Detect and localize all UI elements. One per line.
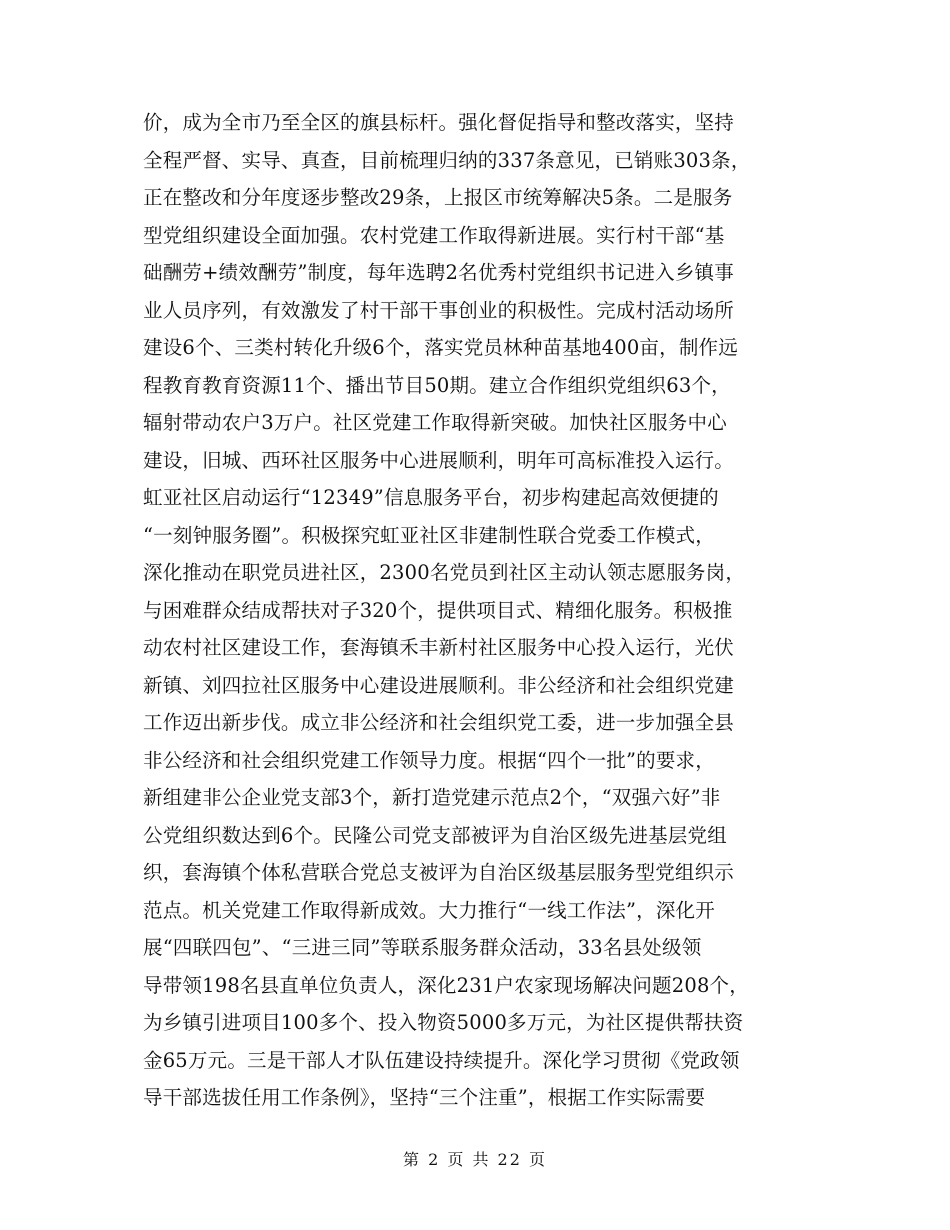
text-line: 建设，旧城、西环社区服务中心进展顺利，明年可高标准投入运行。 bbox=[143, 448, 735, 472]
body-text bbox=[143, 104, 823, 1117]
text-line: 织，套海镇个体私营联合党总支被评为自治区级基层服务型党组织示 bbox=[143, 861, 735, 884]
text-line: 新组建非公企业党支部3个，新打造党建示范点2个，“双强六好”非 bbox=[143, 786, 721, 809]
text-line: 型党组织建设全面加强。农村党建工作取得新进展。实行村干部“基 bbox=[143, 223, 725, 247]
text-line: 正在整改和分年度逐步整改29条，上报区市统筹解决5条。二是服务 bbox=[143, 186, 733, 209]
text-line: 导带领198名县直单位负责人，深化231户农家现场解决问题208个， bbox=[143, 973, 749, 997]
text-line: 金65万元。三是干部人才队伍建设持续提升。深化学习贯彻《党政领 bbox=[143, 1048, 740, 1072]
text-line: 公党组织数达到6个。民隆公司党支部被评为自治区级先进基层党组 bbox=[143, 823, 727, 847]
text-line: 业人员序列，有效激发了村干部干事创业的积极性。完成村活动场所 bbox=[143, 298, 735, 322]
page-number-footer: 第 2 页 共 22 页 bbox=[403, 1150, 547, 1169]
text-line: 非公经济和社会组织党建工作领导力度。根据“四个一批”的要求， bbox=[143, 748, 715, 772]
text-line: 为乡镇引进项目100多个、投入物资5000多万元，为社区提供帮扶资 bbox=[143, 1011, 744, 1034]
text-line: 程教育教育资源11个、播出节目50期。建立合作组织党组织63个， bbox=[143, 373, 731, 397]
text-line: 虹亚社区启动运行“12349”信息服务平台，初步构建起高效便捷的 bbox=[143, 486, 719, 509]
text-line: 范点。机关党建工作取得新成效。大力推行“一线工作法”，深化开 bbox=[143, 898, 715, 922]
text-line: 辐射带动农户3万户。社区党建工作取得新突破。加快社区服务中心 bbox=[143, 411, 727, 434]
text-line: 导干部选拔任用工作条例》，坚持“三个注重”，根据工作实际需要 bbox=[143, 1086, 706, 1109]
text-line: 与困难群众结成帮扶对子320个，提供项目式、精细化服务。积极推 bbox=[143, 598, 733, 622]
text-line: 全程严督、实导、真查，目前梳理归纳的337条意见，已销账303条， bbox=[143, 148, 751, 172]
text-line: 础酬劳+绩效酬劳”制度，每年选聘2名优秀村党组织书记进入乡镇事 bbox=[143, 261, 734, 284]
text-line: 工作迈出新步伐。成立非公经济和社会组织党工委，进一步加强全县 bbox=[143, 711, 735, 734]
text-line: 深化推动在职党员进社区，2300名党员到社区主动认领志愿服务岗， bbox=[143, 561, 746, 584]
text-line: 建设6个、三类村转化升级6个，落实党员林种苗基地400亩，制作远 bbox=[143, 336, 738, 359]
text-line: 新镇、刘四拉社区服务中心建设进展顺利。非公经济和社会组织党建 bbox=[143, 673, 735, 697]
text-line: 价，成为全市乃至全区的旗县标杆。强化督促指导和整改落实，坚持 bbox=[143, 111, 735, 134]
text-line: 展“四联四包”、“三进三同”等联系服务群众活动，33名县处级领 bbox=[143, 936, 702, 959]
text-line: “一刻钟服务圈”。积极探究虹亚社区非建制性联合党委工作模式， bbox=[143, 523, 715, 547]
text-line: 动农村社区建设工作，套海镇禾丰新村社区服务中心投入运行，光伏 bbox=[143, 636, 735, 659]
